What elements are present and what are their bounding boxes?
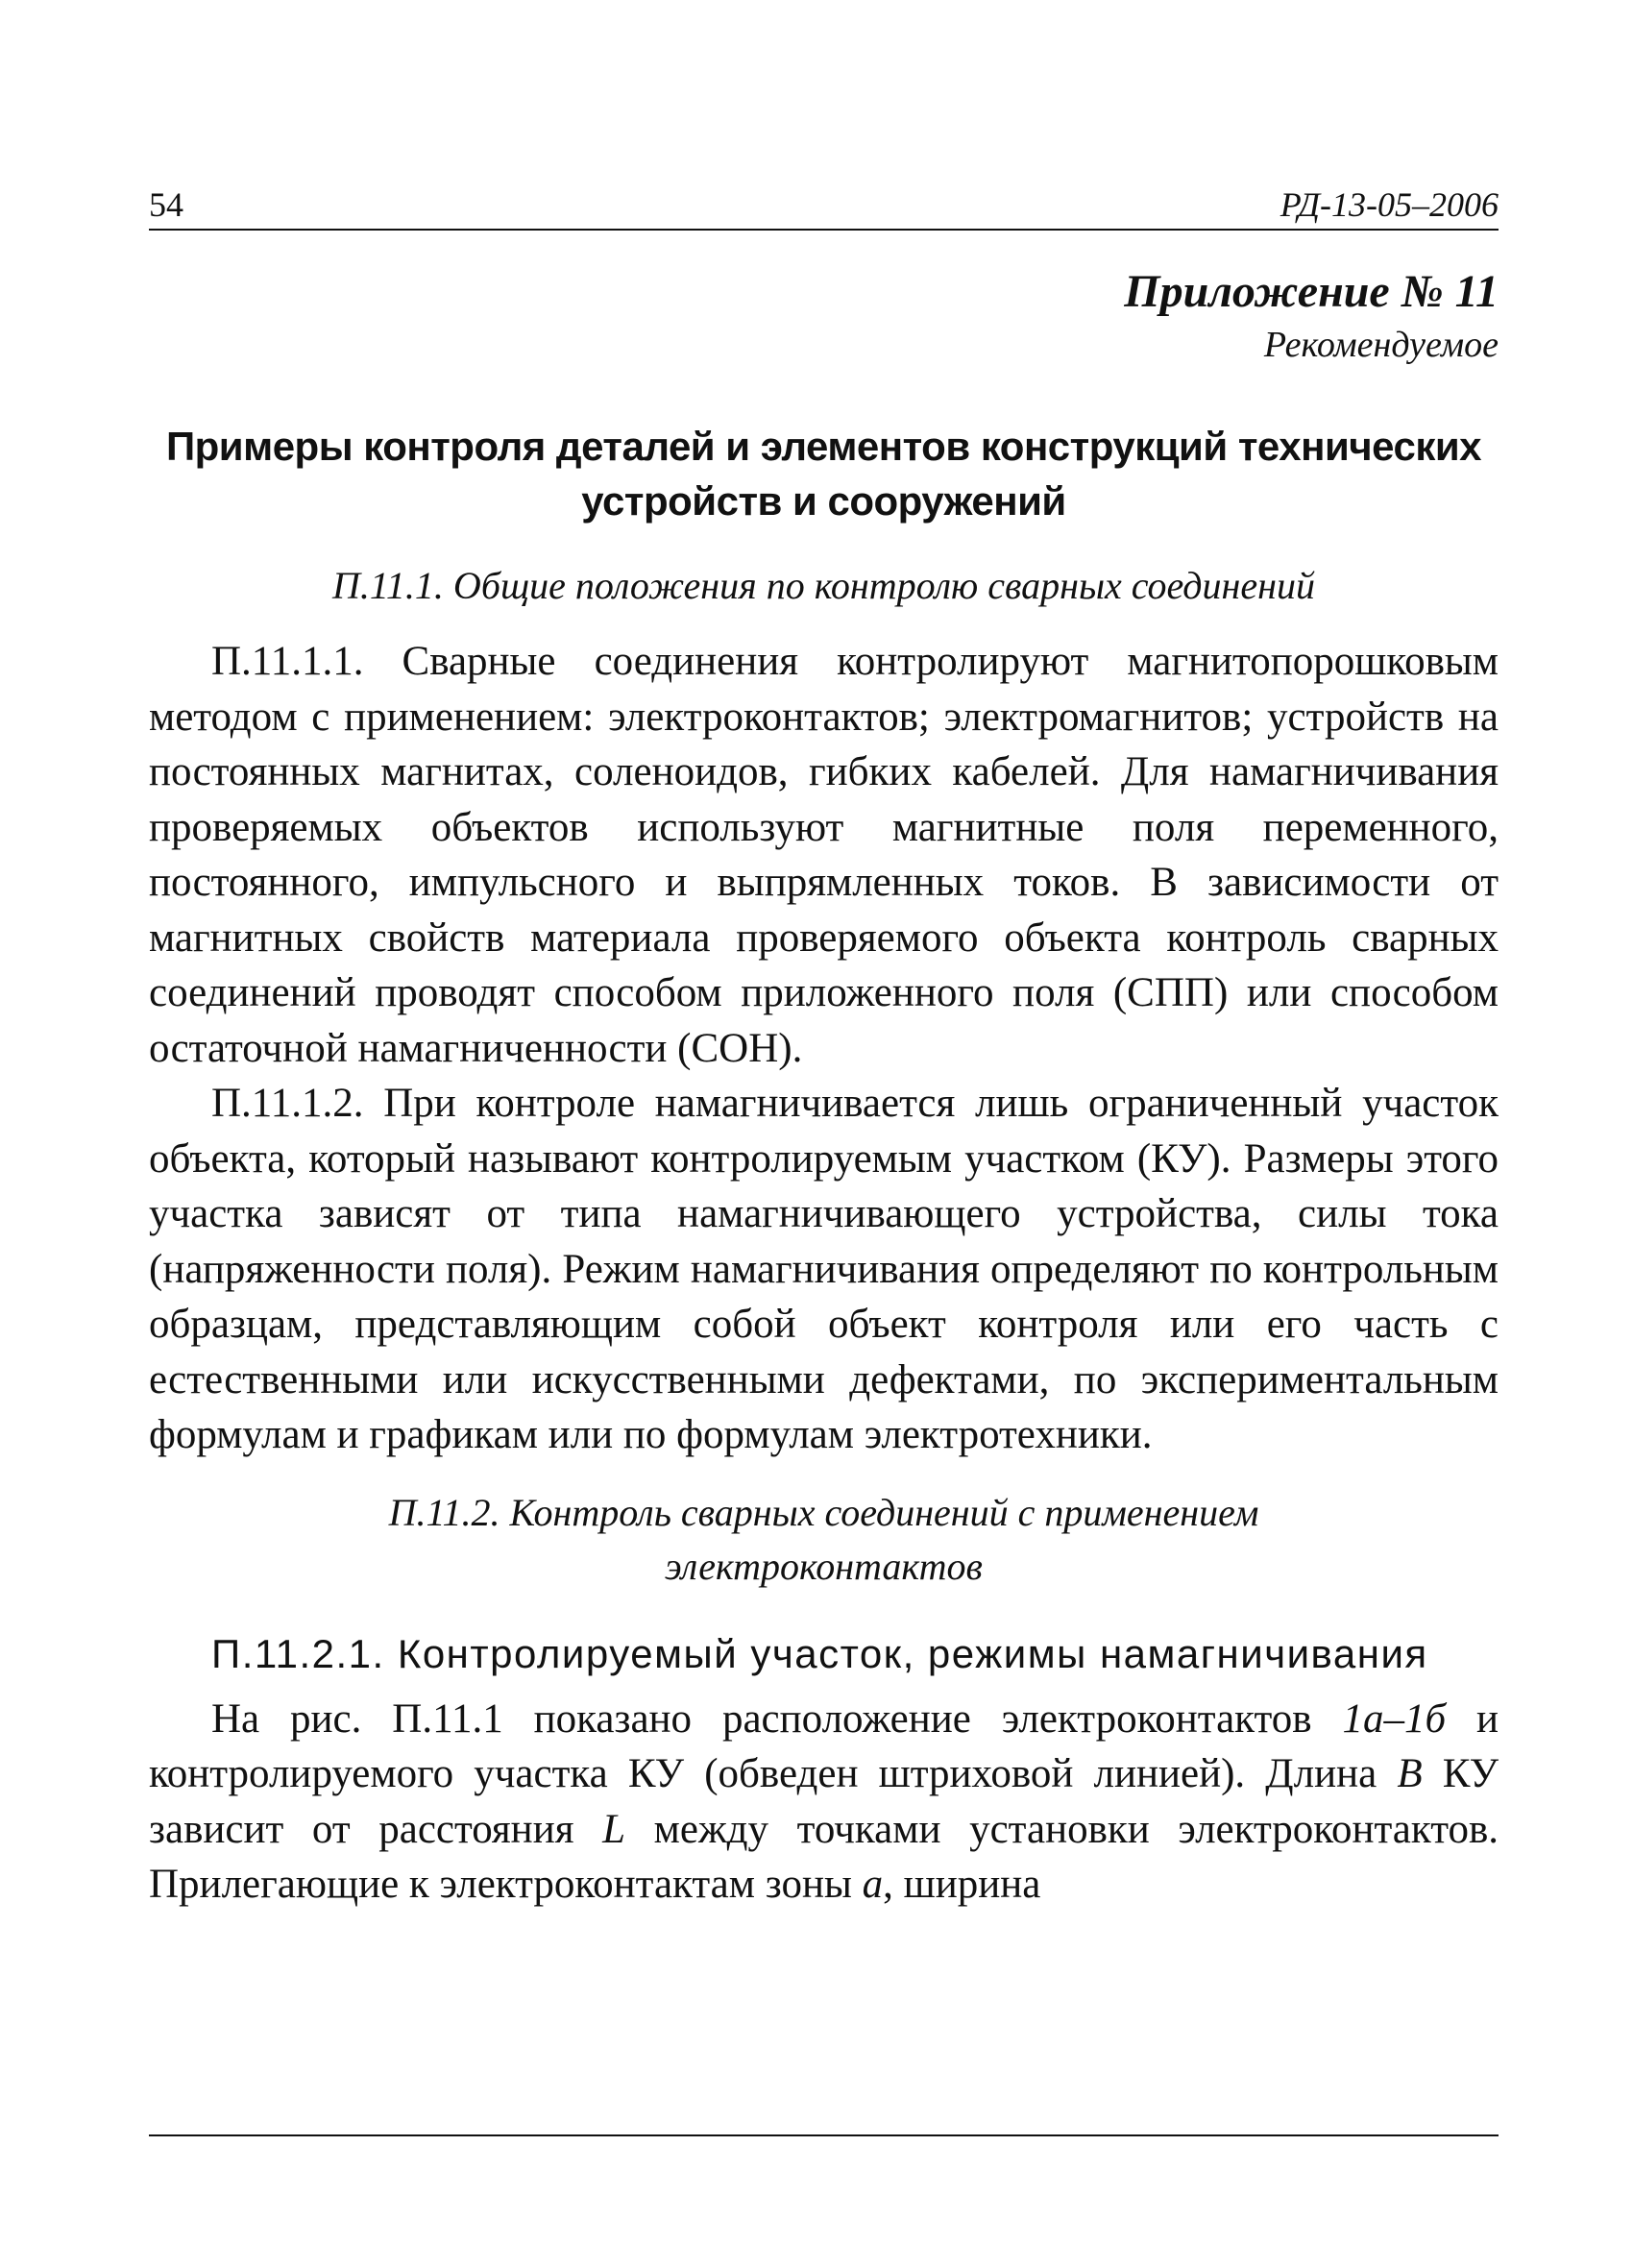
paragraph-11-1-2: П.11.1.2. При контроле намагничивается лишь ограниченный участок объекта, который называют контролируемым участком (КУ). Размеры этого участка зависят от типа намагничивающего устройства, силы тока (напряженности поля). Режим намагничивания определяют по контрольным образцам, представляющим собой объект контроля или его часть с естественными или искусственными дефектами, по экспериментальным формулам и графикам или по формулам электротехники. xyxy=(149,1081,1499,1457)
page-header xyxy=(149,183,1499,231)
appendix-status: Рекомендуемое xyxy=(1263,325,1499,365)
paragraph-text: , ширина xyxy=(883,1862,1041,1907)
paragraph-text: между точками установки электроконтактов. Прилегающие к электроконтактам зоны xyxy=(149,1806,1499,1907)
electrode-label: 1а–1б xyxy=(1342,1695,1447,1742)
main-title-line-2: устройств и сооружений xyxy=(581,478,1066,524)
appendix-title: Приложение № 11 xyxy=(1124,266,1499,317)
zone-symbol: а xyxy=(862,1862,884,1907)
footer-divider xyxy=(149,2134,1499,2136)
section-11-2-title-line-2: электроконтактов xyxy=(665,1544,983,1588)
paragraph-text: и контролируемого участка КУ (обведен штриховой линией). Длина xyxy=(149,1695,1499,1796)
paragraph-11-2-1 xyxy=(149,1692,1499,1913)
document-page xyxy=(149,183,1499,1913)
main-title-line-1: Примеры контроля деталей и элементов конструкций технических xyxy=(165,424,1482,469)
distance-symbol: L xyxy=(602,1806,626,1852)
paragraph-11-1-1: П.11.1.1. Сварные соединения контролируют магнитопорошковым методом с применением: электроконтактов; электромагнитов; устройств на постоянных магнитах, соленоидов, гибких кабелей. Для намагничивания проверяемых объектов используют магнитные поля переменного, постоянного, импульсного и выпрямленных токов. В зависимости от магнитных свойств материала проверяемого объекта контроль сварных соединений проводят способом приложенного поля (СПП) или способом остаточной намагниченности (СОН). xyxy=(149,639,1499,1071)
section-11-2-title-line-1: П.11.2. Контроль сварных соединений с применением xyxy=(388,1490,1259,1534)
length-symbol: В xyxy=(1397,1751,1423,1796)
document-code: РД-13-05–2006 xyxy=(1280,185,1499,224)
paragraph-text: КУ зависит от расстояния xyxy=(149,1751,1499,1852)
section-11-1-title: П.11.1. Общие положения по контролю сварных соединений xyxy=(332,564,1315,607)
main-title xyxy=(149,419,1499,528)
section-11-2-title xyxy=(149,1486,1499,1594)
subsection-11-2-1-title: П.11.2.1. Контролируемый участок, режимы намагничивания xyxy=(211,1630,1428,1676)
paragraph-text: На рис. П.11.1 показано расположение электроконтактов xyxy=(211,1695,1343,1742)
page-number: 54 xyxy=(149,185,183,224)
